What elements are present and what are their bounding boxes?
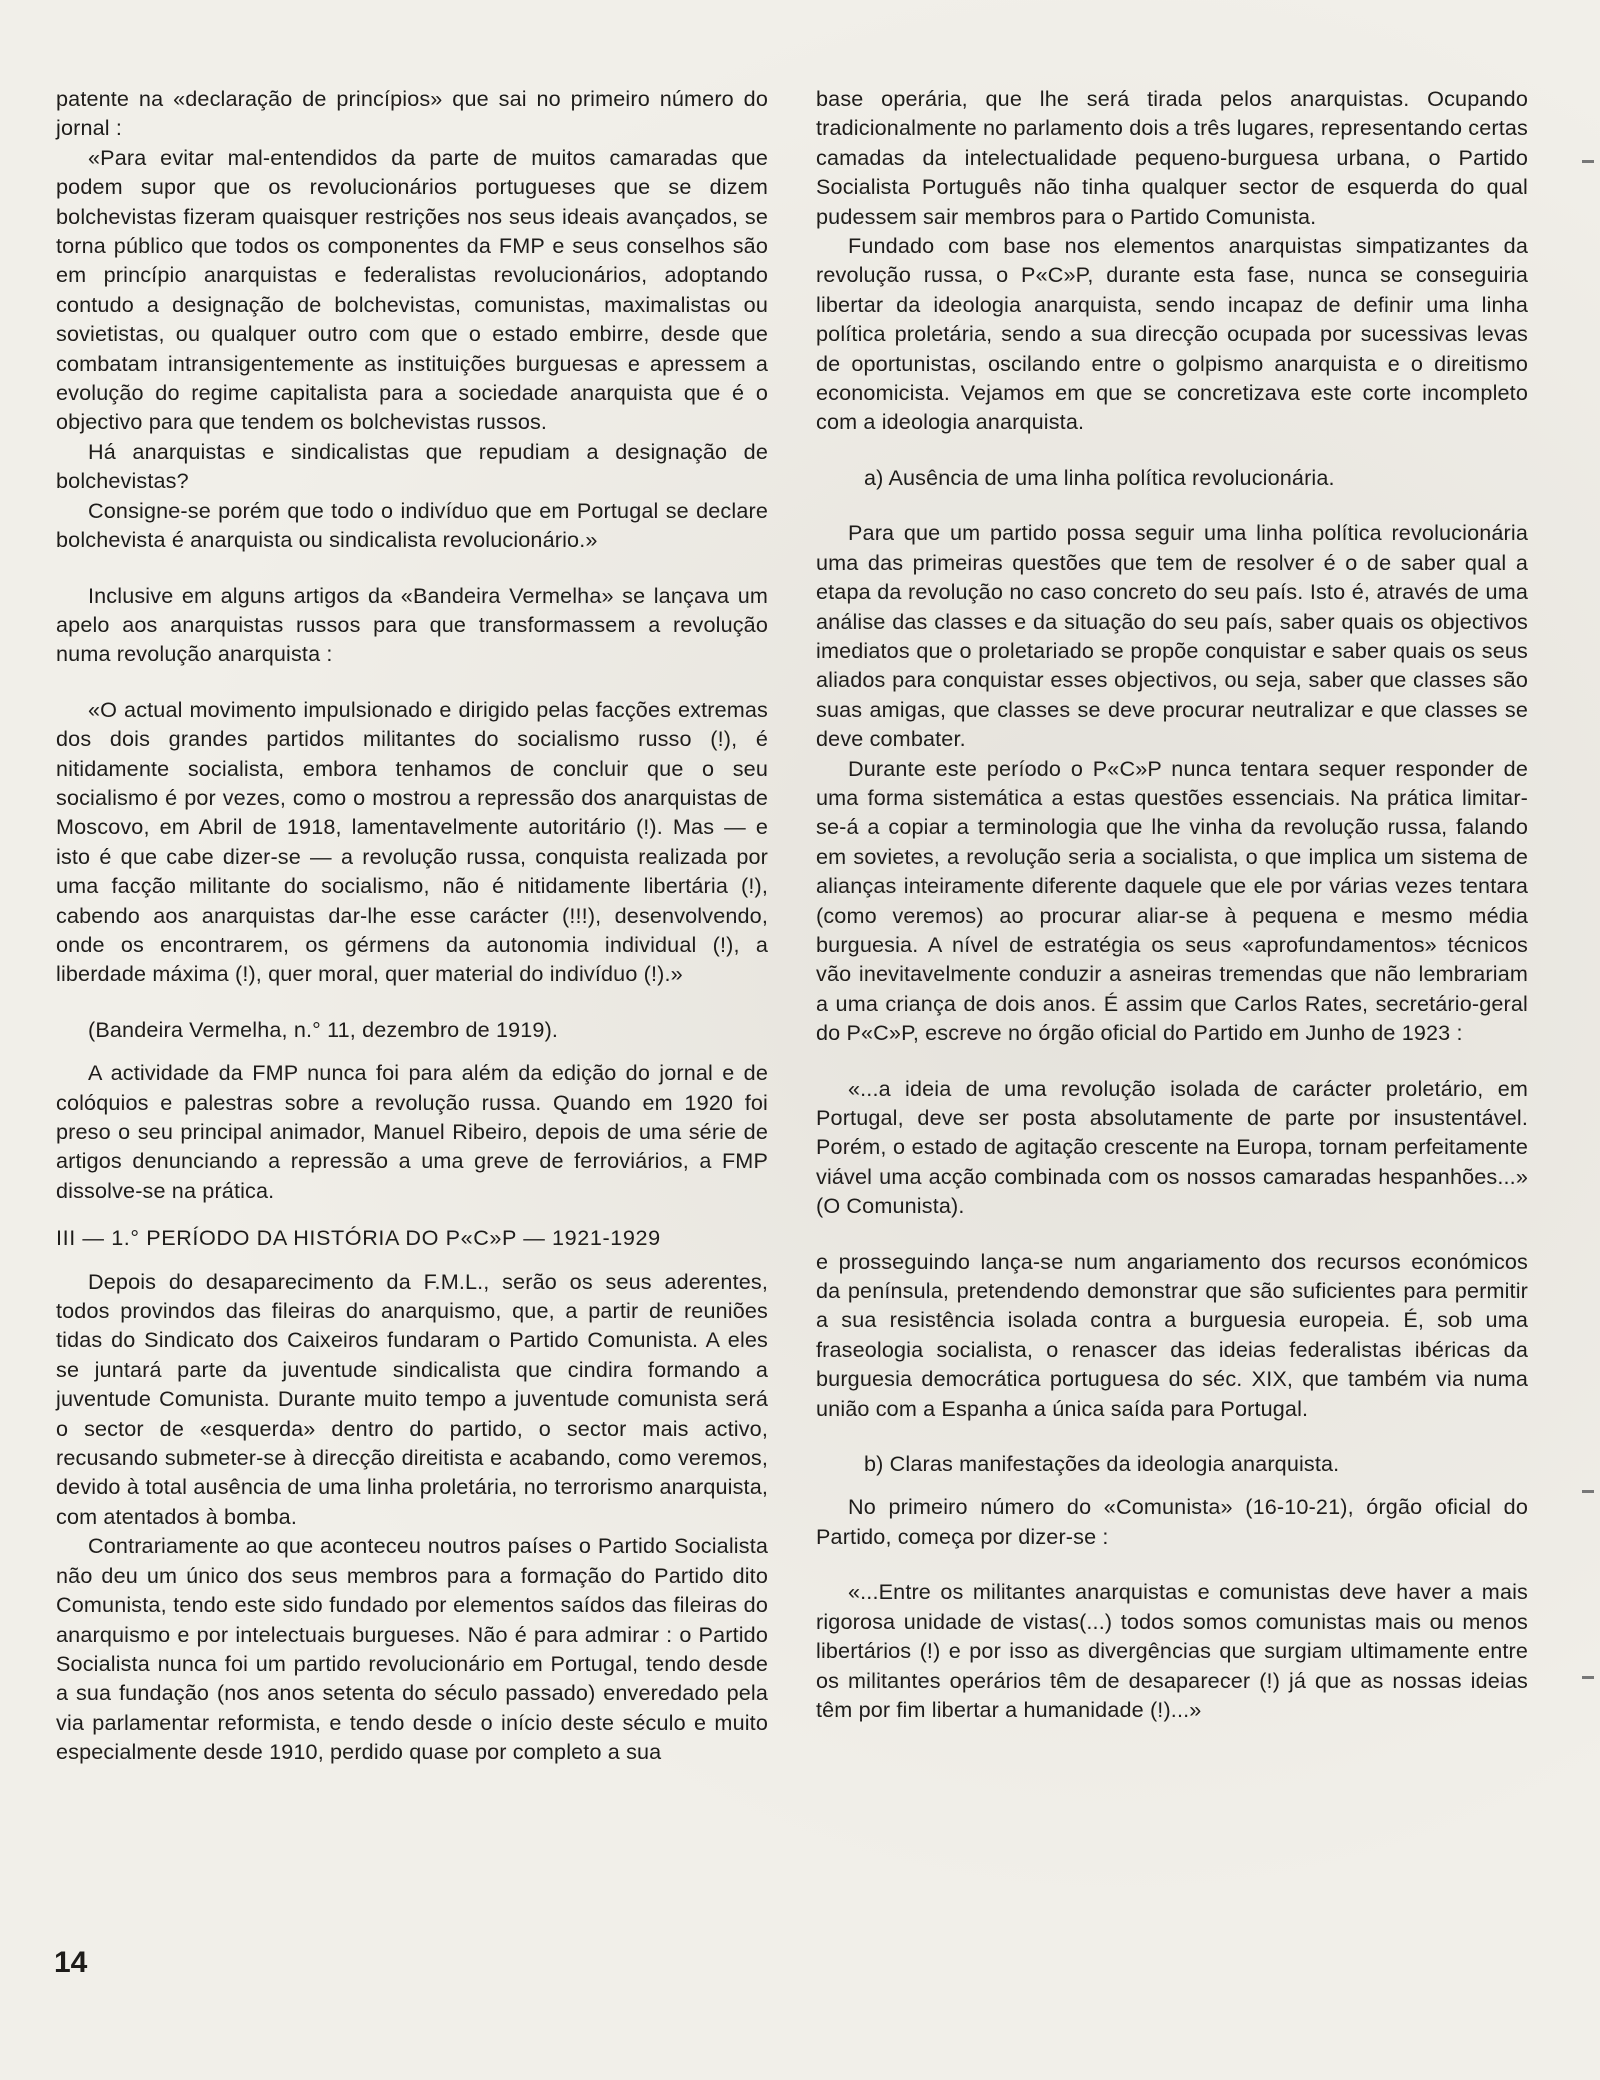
paragraph: A actividade da FMP nunca foi para além da edição do jornal e de colóquios e palestras sobre a revolução russa. Quando em 1920 foi preso o seu principal animador, Manuel Ribeiro, depois de uma série de artigos denunciando a repressão a uma greve de ferroviários, a FMP dissolve-se na prática. xyxy=(56,1060,768,1203)
paragraph: Depois do desaparecimento da F.M.L., serão os seus aderentes, todos provindos das fileiras do anarquismo, que, a partir de reuniões tidas do Sindicato dos Caixeiros fundaram o Partido Comunista. A eles se juntará parte da juventude sindicalista que cindira formando a juventude Comunista. Durante muito tempo a juventude comunista será o sector de «esquerda» dentro do partido, o sector mais activo, recusando submeter-se à direcção direitista e acabando, como veremos, devido à total ausência de uma linha proletária, no terrorismo anarquista, com atentados à bomba. xyxy=(56,1268,768,1529)
subsection-heading: b) Claras manifestações da ideologia anarquista. xyxy=(864,1451,1340,1477)
subsection-heading: a) Ausência de uma linha política revolucionária. xyxy=(864,464,1335,490)
paragraph: Para que um partido possa seguir uma linha política revolucionária uma das primeiras questões que tem de resolver é o de saber qual a etapa da revolução no caso concreto do seu país. Isto é, através de uma análise das classes e da situação do seu país, saber quais os objectivos imediatos que o proletariado se propõe conquistar e saber quais os seus aliados para conquistar esses objectivos, ou seja, saber que classes são suas amigas, que classes se deve procurar neutralizar e que classes se deve combater. xyxy=(816,520,1528,752)
page-edge-mark xyxy=(1582,160,1594,163)
paragraph: e prosseguindo lança-se num angariamento dos recursos económicos da península, pretendendo demonstrar que são suficientes para permitir a sua resistência isolada contra a burguesia europeia. É, sob uma fraseologia socialista, o renascer das ideias federalistas ibéricas da burguesia democrática portuguesa do séc. XIX, que também via numa união com a Espanha a única saída para Portugal. xyxy=(816,1248,1528,1421)
citation: (Bandeira Vermelha, n.° 11, dezembro de 1919). xyxy=(88,1016,559,1042)
paragraph: patente na «declaração de princípios» que sai no primeiro número do jornal : xyxy=(56,86,768,141)
quote-paragraph: Consigne-se porém que todo o indivíduo que em Portugal se declare bolchevista é anarquista ou sindicalista revolucionário.» xyxy=(56,497,768,553)
quote-paragraph: «...Entre os militantes anarquistas e comunistas deve haver a mais rigorosa unidade de vistas(...) todos somos comunistas mais ou menos libertários (!) e por isso as divergências que surgiam ultimamente entre os militantes operários têm de desaparecer (!) já que as nossas ideias têm por fim libertar a humanidade (!)...» xyxy=(816,1579,1528,1722)
paragraph: base operária, que lhe será tirada pelos anarquistas. Ocupando tradicionalmente no parlamento dois a três lugares, representando certas camadas da intelectualidade pequeno-burguesa urbana, o Partido Socialista Português não tinha qualquer sector de esquerda do qual pudessem sair membros para o Partido Comunista. xyxy=(816,86,1528,229)
paragraph: Durante este período o P«C»P nunca tentara sequer responder de uma forma sistemática a estas questões essenciais. Na prática limitar-se-á a copiar a terminologia que lhe vinha da revolução russa, falando em sovietes, a revolução seria a socialista, o que implica um sistema de alianças inteiramente diferente daquele que ele por várias vezes tentara (como veremos) ao procurar aliar-se à pequena e mesmo média burguesia. A nível de estratégia os seus «aprofundamentos» técnicos vão inevitavelmente conduzir a asneiras tremendas que não lembrariam a uma criança de dois anos. É assim que Carlos Rates, secretário-geral do P«C»P, escreve no órgão oficial do Partido em Junho de 1923 : xyxy=(816,755,1528,1046)
page-edge-mark xyxy=(1582,1490,1594,1493)
quote-paragraph: «...a ideia de uma revolução isolada de carácter proletário, em Portugal, deve ser posta absolutamente de parte por insustentável. Porém, o estado de agitação crescente na Europa, tornam perfeitamente viável uma acção combinada com os nossos camaradas hespanhões...» (O Comunista). xyxy=(816,1075,1528,1219)
left-column xyxy=(56,84,768,1767)
page-number: 14 xyxy=(54,1946,88,1979)
right-column xyxy=(816,84,1528,1724)
quote-paragraph: «O actual movimento impulsionado e dirigido pelas facções extremas dos dois grandes partidos militantes do socialismo russo (!), é nitidamente socialista, embora tenhamos de concluir que o seu socialismo é por vezes, como o mostrou a repressão dos anarquistas de Moscovo, em Abril de 1918, lamentavelmente autoritário (!). Mas — e isto é que cabe dizer-se — a revolução russa, conquista realizada por uma facção militante do socialismo, não é nitidamente libertária (!), cabendo aos anarquistas dar-lhe esse carácter (!!!), desenvolvendo, onde os encontrarem, os gérmens da autonomia individual (!), a liberdade máxima (!), quer moral, quer material do indivíduo (!).» xyxy=(56,696,768,987)
quote-paragraph: Há anarquistas e sindicalistas que repudiam a designação de bolchevistas? xyxy=(56,438,768,494)
section-heading: III — 1.° PERÍODO DA HISTÓRIA DO P«C»P — 1921-1929 xyxy=(56,1225,661,1251)
paragraph: Inclusive em alguns artigos da «Bandeira Vermelha» se lançava um apelo aos anarquistas russos para que transformassem a revolução numa revolução anarquista : xyxy=(56,582,768,667)
quote-paragraph: «Para evitar mal-entendidos da parte de muitos camaradas que podem supor que os revolucionários portugueses que se dizem bolchevistas fizeram quaisquer restrições nos seus ideais avançados, se torna público que todos os componentes da FMP e seus conselhos são em princípio anarquistas e federalistas revolucionários, adoptando contudo a designação de bolchevistas, comunistas, maximalistas ou sovietistas, ou qualquer outro com que o estado embirre, desde que combatam intransigentemente as instituições burguesas e apressem a evolução do regime capitalista para a sociedade anarquista que é o objectivo para que tendem os bolchevistas russos. xyxy=(56,144,768,435)
paragraph: No primeiro número do «Comunista» (16-10-21), órgão oficial do Partido, começa por dizer-se : xyxy=(816,1494,1528,1549)
paragraph: Fundado com base nos elementos anarquistas simpatizantes da revolução russa, o P«C»P, durante esta fase, nunca se conseguiria libertar da ideologia anarquista, sendo incapaz de definir uma linha política proletária, sendo a sua direcção ocupada por sucessivas levas de oportunistas, oscilando entre o golpismo anarquista e o direitismo economicista. Vejamos em que se concretizava este corte incompleto com a ideologia anarquista. xyxy=(816,233,1528,435)
paragraph: Contrariamente ao que aconteceu noutros países o Partido Socialista não deu um único dos seus membros para a formação do Partido dito Comunista, tendo este sido fundado por elementos saídos das fileiras do anarquismo e por intelectuais burgueses. Não é para admirar : o Partido Socialista nunca foi um partido revolucionário em Portugal, tendo desde a sua fundação (nos anos setenta do século passado) enveredado pela via parlamentar reformista, e tendo desde o início deste século e muito especialmente desde 1910, perdido quase por completo a sua xyxy=(56,1533,768,1765)
page-edge-mark xyxy=(1582,1676,1594,1679)
